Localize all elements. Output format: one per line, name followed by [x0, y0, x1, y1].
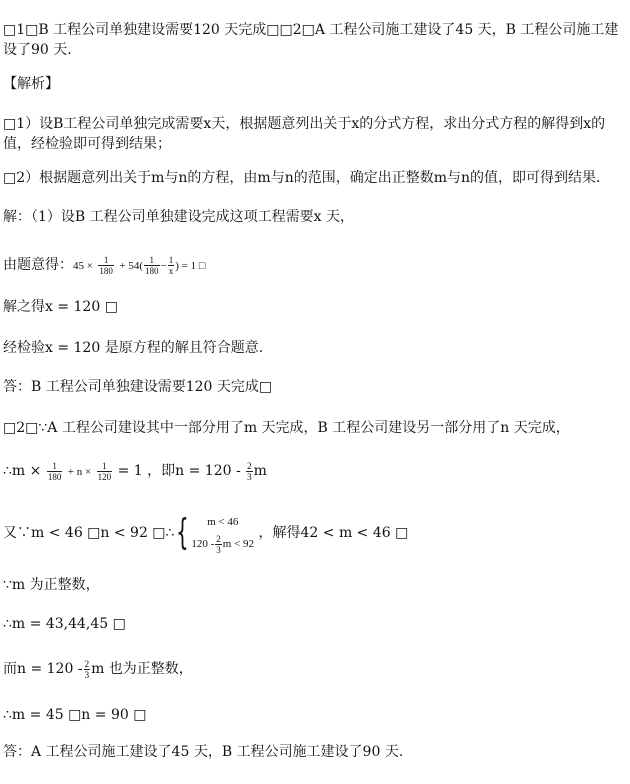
system-row-1: m < 46: [207, 516, 239, 528]
fraction-1-over-180: [47, 461, 63, 482]
n-term-a: 而n = 120 -: [3, 661, 83, 677]
mn-term-c: = 1 ，即n = 120 -: [117, 463, 241, 479]
answer-part2: 答：A 工程公司施工建设了45 天，B 工程公司施工建设了90 天.: [3, 744, 404, 760]
m-values-line: ∴m = 43,44,45 □: [3, 616, 126, 632]
system-solution: ，解得42 < m < 46 □: [258, 525, 409, 541]
fraction-2-over-3: [84, 659, 91, 680]
fraction-1-over-120: [97, 461, 113, 482]
fraction-denominator: 180: [99, 265, 113, 276]
mn-term-b: + n ×: [67, 466, 92, 478]
check-line: 经检验x = 120 是原方程的解且符合题意.: [3, 340, 264, 356]
solve-x-line: [3, 297, 626, 317]
mn-term-a: ∴m ×: [3, 463, 42, 479]
fraction-2-over-3: [246, 461, 253, 482]
fraction-numerator: 1: [97, 461, 113, 472]
n-term-b: m 也为正整数，: [91, 661, 193, 677]
left-brace-icon: {: [176, 512, 190, 553]
fraction-denominator: x: [168, 265, 174, 276]
solve-x-text: 解之得x = 120 □: [3, 299, 118, 315]
fraction-denominator: 3: [216, 544, 221, 555]
equation-term-d: ) = 1 □: [175, 260, 206, 272]
analysis-part1: □1）设B工程公司单独完成需要x天，根据题意列出关于x的分式方程，求出分式方程的解得到x的值，经检验即可得到结果；: [3, 116, 606, 152]
solution-part2-intro: □2□∵A 工程公司建设其中一部分用了m 天完成，B 工程公司建设另一部分用了n 天完成，: [3, 420, 570, 436]
fraction-denominator: 120: [97, 471, 112, 482]
fraction-denominator: 3: [84, 669, 90, 680]
fraction-1-over-180: [144, 255, 160, 276]
equation-term-a: 45 ×: [73, 260, 93, 272]
fraction-numerator: 1: [47, 461, 63, 472]
equation-prefix: 由题意得：: [3, 257, 73, 273]
fraction-numerator: 2: [84, 658, 90, 669]
mn-equation-line: [3, 458, 626, 484]
analysis-heading: 【解析】: [3, 76, 59, 92]
fraction-denominator: 3: [247, 471, 252, 482]
final-answer-top: □1□B 工程公司单独建设需要120 天完成□□2□A 工程公司施工建设了45 天，B 工程公司施工建设了90 天.: [3, 22, 619, 58]
fraction-1-over-x: [168, 255, 175, 276]
system-row-2a: 120 -: [191, 538, 215, 550]
inequality-system-line: [3, 508, 626, 558]
fraction-2-over-3: [215, 534, 222, 555]
equation-line: [3, 252, 626, 278]
fraction-numerator: 2: [247, 460, 252, 471]
m-positive-line: ∵m 为正整数，: [3, 577, 100, 593]
equation-minus: −: [160, 260, 167, 272]
system-prefix: 又∵m < 46 □n < 92 □∴: [3, 525, 175, 541]
mn-final-line: ∴m = 45 □n = 90 □: [3, 707, 147, 723]
fraction-1-over-180: [98, 255, 114, 276]
system-row-2: [191, 533, 254, 555]
analysis-part2: □2）根据题意列出关于m与n的方程，由m与n的范围，确定出正整数m与n的值，即可得到结果．: [3, 170, 611, 186]
fraction-denominator: 180: [47, 471, 62, 482]
inequality-system: [191, 511, 254, 555]
fraction-numerator: 1: [168, 254, 174, 265]
n-expression-line: [3, 656, 626, 682]
fraction-numerator: 1: [144, 255, 160, 266]
fraction-numerator: 1: [98, 255, 114, 266]
solution-part1-intro: 解：（1）设B 工程公司单独建设完成这项工程需要x 天，: [3, 209, 354, 225]
mn-term-d: m: [253, 463, 267, 479]
answer-part1: 答：B 工程公司单独建设需要120 天完成□: [3, 379, 273, 395]
equation-term-b: + 54(: [119, 260, 143, 272]
fraction-numerator: 2: [216, 533, 221, 544]
system-row-2b: m < 92: [222, 538, 255, 550]
fraction-denominator: 180: [145, 265, 159, 276]
